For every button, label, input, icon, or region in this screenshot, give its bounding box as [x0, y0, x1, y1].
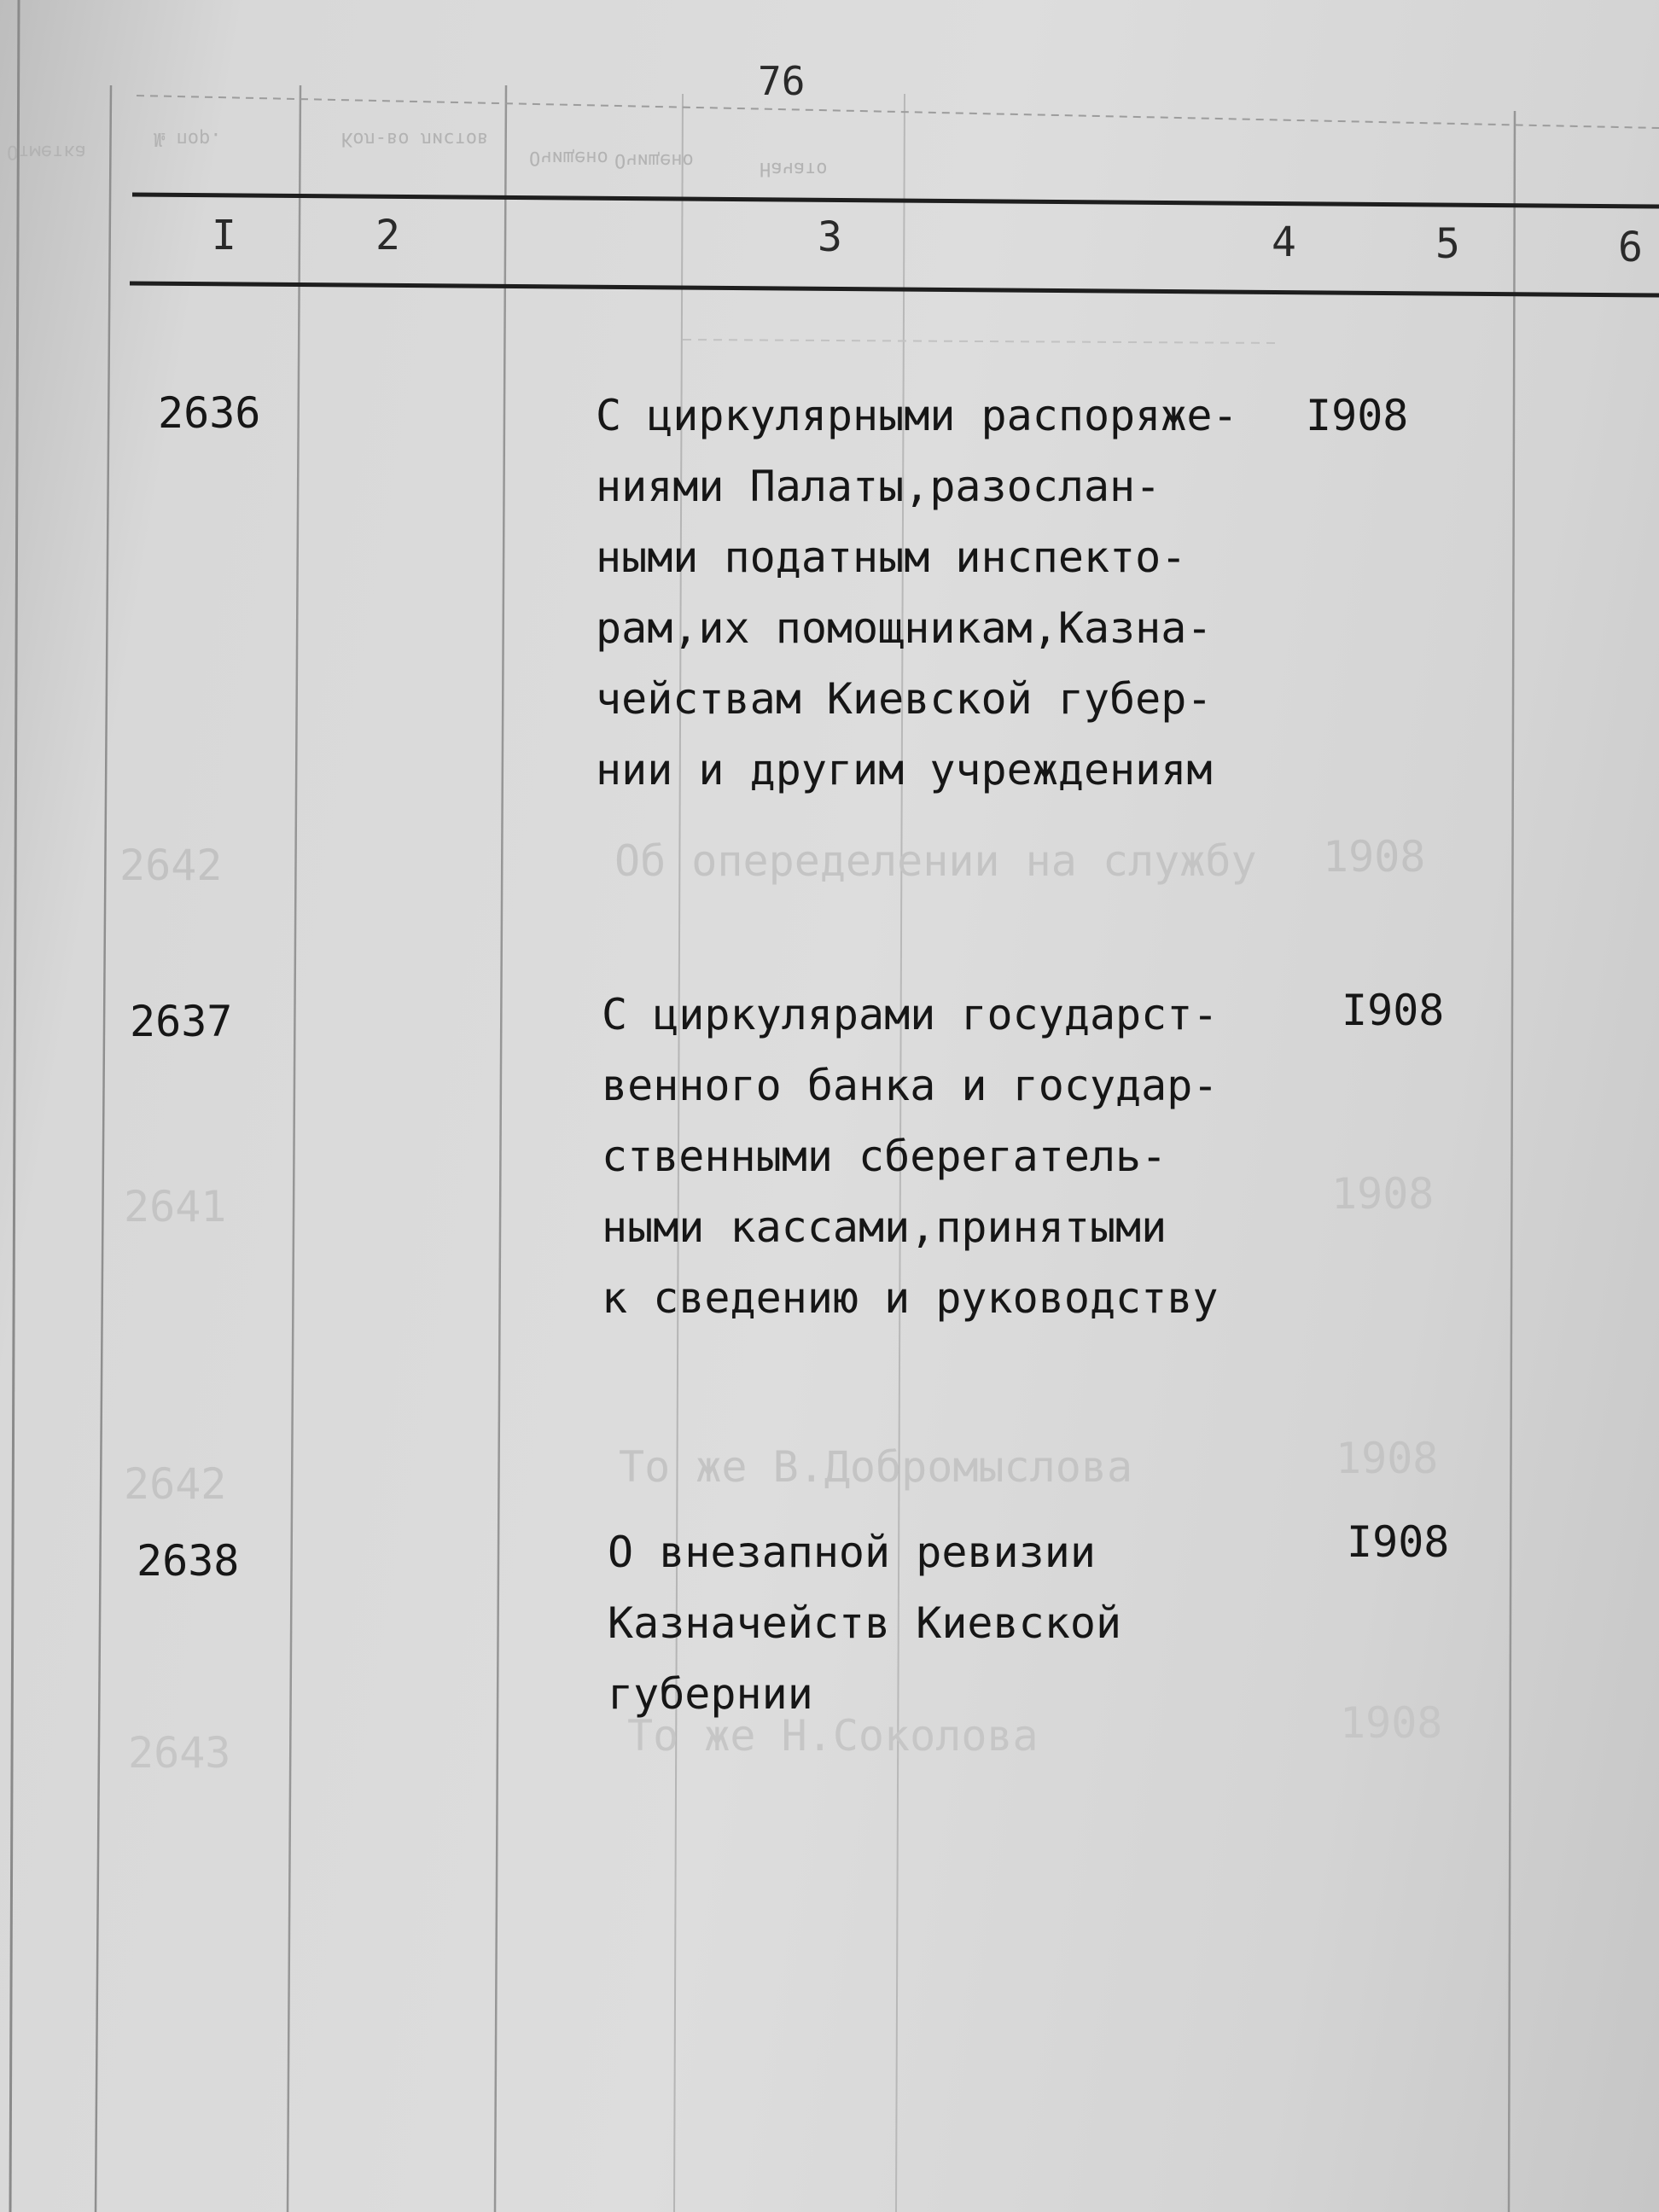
entry-line: ственными сберегатель-: [602, 1132, 1167, 1181]
show-through-number: 2642: [124, 1459, 227, 1509]
column-5-right-line: [1509, 111, 1515, 2212]
entry-description: [608, 1517, 1121, 1730]
column-number: 2: [375, 212, 400, 259]
column-1-right-line: [288, 85, 300, 2212]
margin-line: [96, 85, 111, 2212]
mirrored-header-cell: Начато: [760, 158, 828, 179]
sub-rule-dashed: [683, 340, 1280, 343]
show-through-number: 2641: [124, 1182, 227, 1231]
entry-year: I908: [1306, 391, 1409, 440]
mirrored-header-cell: Очищено: [529, 147, 608, 168]
show-through-text: Об опеределении на службу: [614, 836, 1257, 886]
column-number: 3: [818, 213, 842, 261]
entry-line: рам,их помощникам,Казна-: [596, 603, 1213, 653]
show-through-year: 1908: [1331, 1169, 1435, 1219]
show-through-year: 1908: [1336, 1434, 1439, 1483]
entry-year: I908: [1342, 986, 1445, 1035]
entry-year: I908: [1347, 1517, 1450, 1567]
show-through-text: То же Н.Соколова: [627, 1711, 1039, 1761]
entry-line: О внезапной ревизии: [608, 1528, 1096, 1577]
entry-number: 2636: [158, 388, 261, 438]
entry-line: ными податным инспекто-: [596, 533, 1187, 582]
entry-line: венного банка и государ-: [602, 1061, 1219, 1110]
column-number: I: [212, 212, 236, 259]
page-number: 76: [758, 58, 806, 104]
show-through-year: 1908: [1340, 1698, 1443, 1748]
entry-line: чействам Киевской губер-: [596, 674, 1213, 724]
column-number: 6: [1618, 224, 1643, 271]
entry-line: ниями Палаты,разослан-: [596, 462, 1161, 511]
entry-description: [596, 381, 1238, 806]
entry-number: 2638: [137, 1536, 240, 1586]
column-number: 5: [1435, 220, 1460, 268]
show-through-number: 2642: [119, 841, 223, 890]
mirrored-header-cell: Очищено: [614, 149, 694, 171]
column-number: 4: [1272, 218, 1296, 266]
show-through-number: 2643: [128, 1728, 231, 1778]
header-rule-bottom: [130, 283, 1659, 295]
entry-line: губернии: [608, 1669, 813, 1719]
entry-line: к сведению и руководству: [602, 1273, 1219, 1323]
entry-line: С циркулярами государст-: [602, 990, 1219, 1039]
entry-line: С циркулярными распоряже-: [596, 391, 1238, 440]
show-through-year: 1908: [1323, 832, 1426, 882]
entry-line: ными кассами,принятыми: [602, 1202, 1167, 1252]
entry-number: 2637: [130, 997, 233, 1046]
entry-line: Казначейств Киевской: [608, 1598, 1122, 1648]
page-left-edge: [10, 0, 19, 2212]
entry-description: [602, 980, 1218, 1334]
column-2-right-line: [495, 85, 506, 2212]
mirrored-header-cell: Кол-во листов: [341, 128, 489, 149]
mirrored-header-cell: Отметка: [7, 141, 86, 162]
header-top-dashed-rule: [137, 96, 1659, 128]
show-through-text: То же В.Добромыслова: [619, 1442, 1133, 1492]
header-rule-top: [132, 195, 1659, 207]
mirrored-header-cell: № пор.: [154, 128, 222, 149]
entry-line: нии и другим учреждениям: [596, 745, 1213, 795]
